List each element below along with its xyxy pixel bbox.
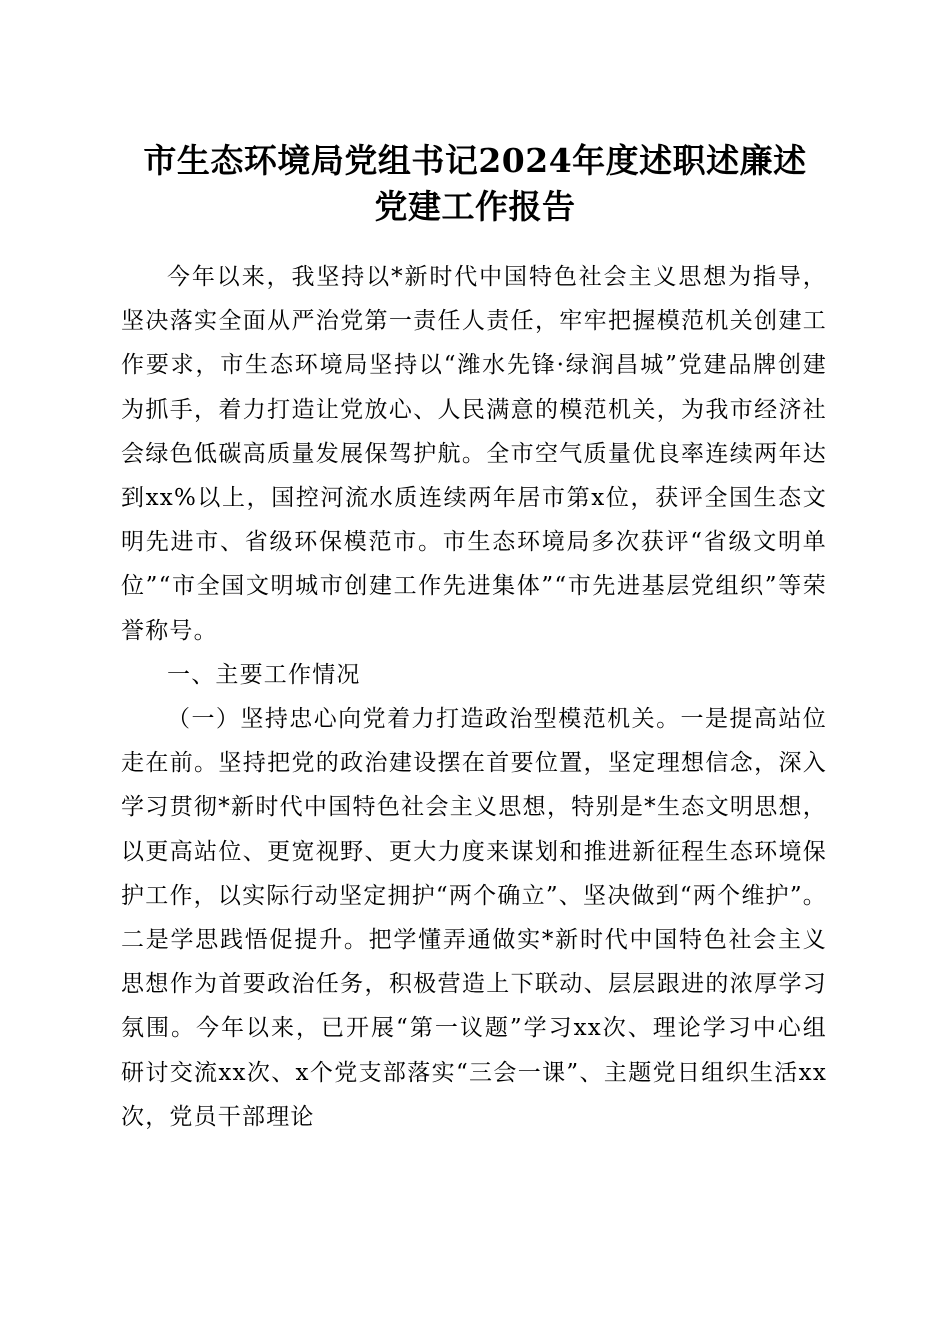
intro-paragraph: 今年以来，我坚持以*新时代中国特色社会主义思想为指导，坚决落实全面从严治党第一责任人责任，牢牢把握模范机关创建工作要求，市生态环境局坚持以“潍水先锋·绿润昌城”党建品牌创建为抓手，着力打造让党放心、人民满意的模范机关，为我市经济社会绿色低碳高质量发展保驾护航。全市空气质量优良率连续两年达到xx%以上，国控河流水质连续两年居市第x位，获评全国生态文明先进市、省级环保模范市。市生态环境局多次获评“省级文明单位”“市全国文明城市创建工作先进集体”“市先进基层党组织”等荣誉称号。	[121, 264, 827, 644]
document-title	[80, 138, 870, 230]
title-line-1: 市生态环境局党组书记2024年度述职述廉述	[143, 141, 807, 180]
section-heading-main-work: 一、主要工作情况	[167, 661, 361, 688]
section-1-paragraph: （一）坚持忠心向党着力打造政治型模范机关。一是提高站位走在前。坚持把党的政治建设摆在首要位置，坚定理想信念，深入学习贯彻*新时代中国特色社会主义思想，特别是*生态文明思想，以更高站位、更宽视野、更大力度来谋划和推进新征程生态环境保护工作，以实际行动坚定拥护“两个确立”、坚决做到“两个维护”。二是学思践悟促提升。把学懂弄通做实*新时代中国特色社会主义思想作为首要政治任务，积极营造上下联动、层层跟进的浓厚学习氛围。今年以来，已开展“第一议题”学习xx次、理论学习中心组研讨交流xx次、x个党支部落实“三会一课”、主题党日组织生活xx次，党员干部理论	[121, 706, 827, 1130]
title-line-2: 党建工作报告	[374, 187, 576, 226]
document-body	[121, 255, 827, 1139]
